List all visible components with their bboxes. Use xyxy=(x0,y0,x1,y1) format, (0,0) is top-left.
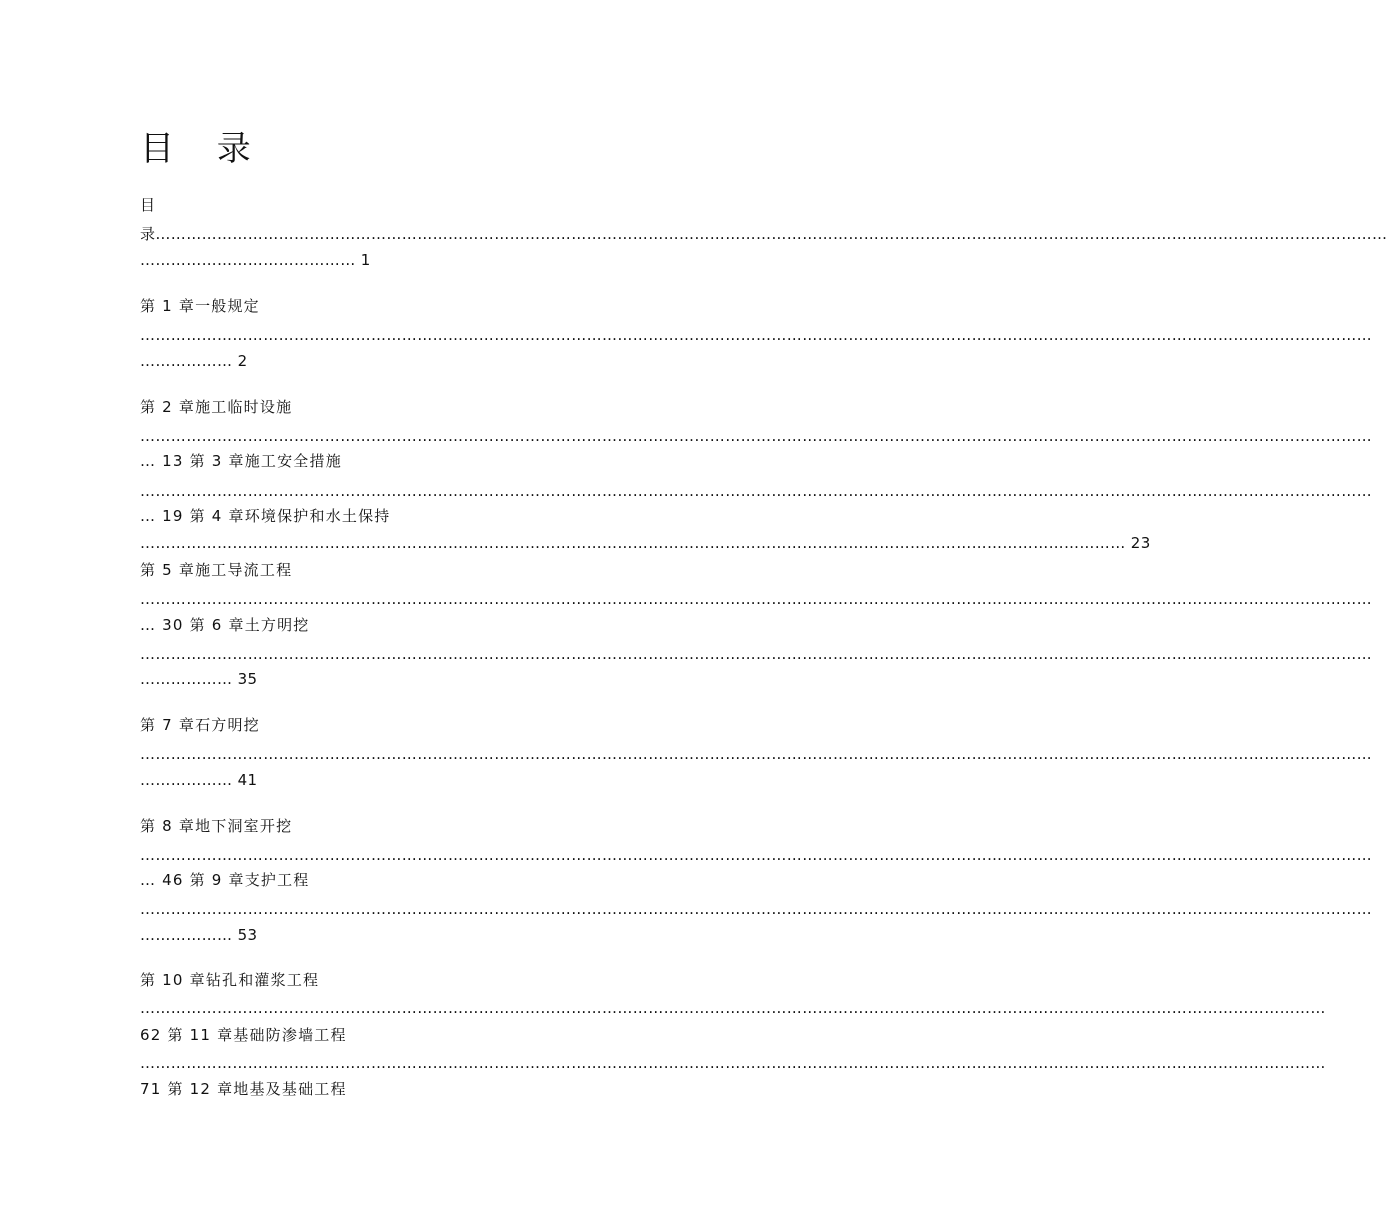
toc-line: 第 5 章施工导流工程 xyxy=(140,561,293,579)
toc-line: ……………… 53 xyxy=(140,926,258,944)
toc-line: … 46 第 9 章支护工程 xyxy=(140,871,310,889)
toc-line: ……………… 41 xyxy=(140,771,258,789)
toc-line: … 13 第 3 章施工安全措施 xyxy=(140,452,342,470)
toc-line: …………………………………………………………………………………………………………………………………………………………………………………………………………… xyxy=(140,1054,1326,1072)
toc-line: …………………………………………………………………………………………………………………………………………………………………………………………………………… xyxy=(140,999,1326,1017)
toc-line: …………………………………………………………………………………………………………………………………………………………………………………………………………………… xyxy=(140,745,1372,763)
toc-line: …………………………………………………………………………………………………………………………………………………………………………………………………………………… xyxy=(140,846,1372,864)
toc-line: 第 2 章施工临时设施 xyxy=(140,398,293,416)
toc-line: … 30 第 6 章土方明挖 xyxy=(140,616,310,634)
toc-line: …………………………………………………………………………………………………………………………………………………………………………………………………………………… xyxy=(140,326,1372,344)
toc-line: 第 7 章石方明挖 xyxy=(140,716,260,734)
toc-line: … 19 第 4 章环境保护和水土保持 xyxy=(140,507,391,525)
toc-line: …………………………………………………………………………………………………………………………………………………………………………………………………………………… xyxy=(140,482,1372,500)
toc-line: …………………………………………………………………………………………………………………………………………………………………………………………………………………… xyxy=(140,900,1372,918)
toc-line: 第 10 章钻孔和灌浆工程 xyxy=(140,971,320,989)
page-title: 目 录 xyxy=(140,129,267,169)
toc-line: 目 xyxy=(140,196,157,214)
toc-line: ………………………………………………………………………………………………………………………………………………………………………… 23 xyxy=(140,534,1151,552)
toc-line: 71 第 12 章地基及基础工程 xyxy=(140,1080,347,1098)
toc-line: ……………… 35 xyxy=(140,670,258,688)
toc-line: …………………………………… 1 xyxy=(140,251,371,269)
toc-line: …………………………………………………………………………………………………………………………………………………………………………………………………………………… xyxy=(140,427,1372,445)
toc-line: …………………………………………………………………………………………………………………………………………………………………………………………………………………… xyxy=(140,645,1372,663)
toc-line: 第 8 章地下洞室开挖 xyxy=(140,817,293,835)
toc-line: …………………………………………………………………………………………………………………………………………………………………………………………………………………… xyxy=(140,590,1372,608)
toc-line: 录…………………………………………………………………………………………………………………………………………………………………………………………………………………… xyxy=(140,225,1387,243)
toc-line: 62 第 11 章基础防渗墙工程 xyxy=(140,1026,347,1044)
toc-line: ……………… 2 xyxy=(140,352,248,370)
toc-line: 第 1 章一般规定 xyxy=(140,297,260,315)
